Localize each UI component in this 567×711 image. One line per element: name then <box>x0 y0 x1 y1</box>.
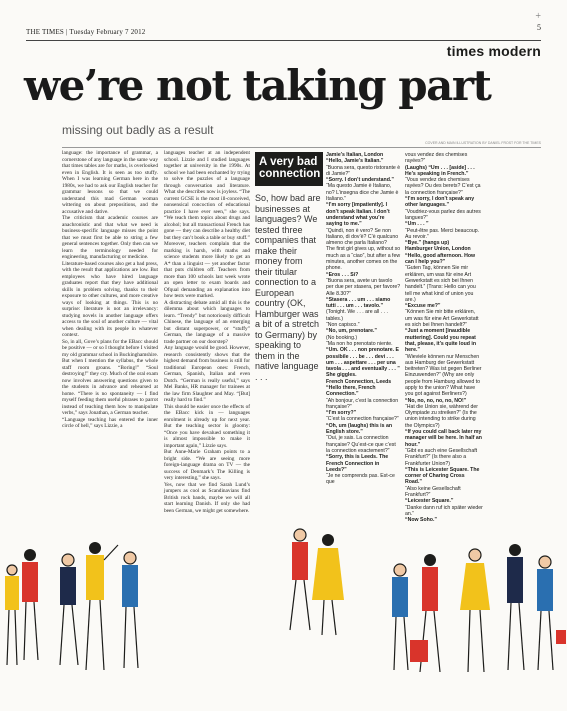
dialogue-line: “Voudriez-vous parlez des autres langues?” <box>405 208 481 221</box>
dialogue-line: “Sorry. I don’t understand.” <box>326 177 394 184</box>
dialogue-line: “Non capisco.” <box>326 322 360 329</box>
paragraph: This should be easier once the effects of the EBacc kick in — languages enrolment is already up for next year. But the teaching sector is gloomy: “Once you have devalued something it is almost impossible to make it important again,” Lizzie says. <box>164 403 250 449</box>
paragraph: Yes, now that we find Sarah Lund’s jumpers as cool as Scandinavians find British rock bands, maybe we will all start learning Danish. If only she had been German, we might get somewhere. <box>164 481 250 514</box>
dialogue-line: “Hello there, French Connection.” <box>326 384 376 398</box>
dialogue-line: “Gibt es auch eine Gesellschaft Frankfurt?” (Is there also a Frankfurter Union?) <box>405 447 478 467</box>
dialogue-line: “Wieviele können nur Menschen aus Hamburg der Gewerkstatt beitreten? Was ist gegen Berliner Einzuwenden?” (Why are only people from Hamburg allowed to apply to the union? What have you got against Berliners?) <box>405 353 482 398</box>
paragraph: languages teacher at an independent school. Lizzie and I studied languages together at university in the 1990s. At school we had been enchanted by trying to solve the puzzles of a language through conversation and literature. What she describes now is joyless. “The current GCSE is the most ill-conceived, nonsensical concoction of educational practice I have ever seen,” she says. “We teach them topics about drugs and alcohol; but all transactional French has gone — they can describe a healthy diet but they can’t book a table or buy stuff.” <box>164 150 250 241</box>
dialogue-line: “Ma questo Jamie è Italiano, no? L’insegna dice che Jamie è Italiano.” <box>326 183 399 203</box>
dialogue-line: “I’m sorry, I don’t speak any other languages.” <box>405 196 475 209</box>
dialogue-line: (Tonight. We . . . are all . . . tables.) <box>326 309 388 322</box>
paragraph: Moreover, teachers complain that the marking is harsh, with maths and science students more likely to get an A* than a linguist — yet another factor that puts children off. Teachers from more than 100 schools last week wrote an open letter to exam boards and Ofqual demanding an explanation into how tests were marked. <box>164 241 250 299</box>
paragraph: “Language teaching has entered the inner circle of hell,” says Lizzie, a <box>62 416 158 429</box>
dialogue-line: (Laughs) “Um . . . [aside] . . . He’s speaking in French.” <box>405 164 475 177</box>
dialogue-line: “Hello, Jamie’s Italian.” <box>326 158 384 165</box>
dialogue-line: “Buona sera, questo ristorante è di Jamie?” <box>326 164 401 177</box>
illustration-credit: COVER AND MAIN ILLUSTRATION BY DANIEL FROST FOR THE TIMES <box>425 141 541 145</box>
dialogue-line: “Stasera . . . um . . . siamo tutti . . . um . . . tavolo.” <box>326 296 391 310</box>
dialogue-line: “Um. OK . . . non prenotare. E possibile . . . be . . . devi . . . um . . . aspettare . . . per una tavola . . . and eventually . . . ” She giggles. <box>326 347 400 379</box>
dialogue-line: Hamburger Union, London <box>405 246 471 253</box>
paragraph: The criticism that academic courses are anachronistic and that what we need is business-specific language misses the point that we must first be able to string a few general sentences together. Only then can we learn the terminology needed for engineering, manufacturing or medicine. <box>62 215 158 260</box>
sidebar-column-1 <box>326 152 401 486</box>
dialogue-line: “This is Leicester Square. The corner of Charing Cross Road.” <box>405 466 480 486</box>
sidebar-panel <box>253 150 543 524</box>
plus-mark: + <box>535 11 541 22</box>
dialogue-line: “Eros . . . Si? <box>326 271 359 278</box>
dialogue-line: The first girl gives up, without so much as a “ciao”, but after a few minutes, another comes on the phone. <box>326 246 401 272</box>
dialogue-line: “I’m sorry [impatiently]. I don’t speak Italian. I don’t understand what you’re saying to me.” <box>326 202 390 228</box>
dialogue-line: French Connection, Leeds <box>326 378 392 385</box>
sidebar-intro: So, how bad are businesses at languages? We tested three companies that make their money from their titular connection to a European country (OK, Hamburger was a bit of a stretch to Germany) by speaking to them in the native language . . . <box>255 193 321 382</box>
dialogue-line: “If you could call back later my manager will be here. In half an hour.” <box>405 429 482 448</box>
dialogue-line: “Um . . . ” <box>405 221 429 228</box>
page-number: 5 <box>537 23 541 32</box>
dialogue-line: “Peut-être pas. Merci beaucoup. Au revoir.” <box>405 227 480 240</box>
dialogue-line: “Now Soho.” <box>405 517 437 524</box>
paragraph: A distracting debate amid all this is the dilemma about which languages to learn. “Trendy” but notoriously difficult Chinese, the language of an emerging but distant superpower, or “stuffy” German, the language of a massive trade partner on our doorstep? <box>164 299 250 345</box>
figure-group-left <box>5 542 138 670</box>
dialogue-line: “Hello, good afternoon. How can I help you?” <box>405 252 476 266</box>
section-title: times modern <box>446 43 541 59</box>
sidebar-column-2 <box>405 152 483 524</box>
dialogue-line: “Also keine Gesellschaft Frankfurt?” <box>405 485 461 499</box>
credit-rule <box>62 147 541 148</box>
dialogue-line: “Oui, je sais. La connection française? Qu’est-ce que c’est la connection exactement?” <box>326 435 396 454</box>
dialogue-line: (No booking.) <box>326 334 358 341</box>
masthead-bar <box>26 11 541 40</box>
figure-group-right <box>290 529 566 672</box>
body-column-1 <box>62 150 158 430</box>
dialogue-line: “Leicester Square.” <box>405 498 454 505</box>
illustration-left <box>0 500 190 700</box>
dialogue-line: “Just a moment [inaudible muttering]. Could you repeat that, please, it’s quite loud in here.” <box>405 328 476 354</box>
paragraph: Literature-based courses also get a bad press, with the result that applications are low. But employees who have hired language graduates report that they have additional skills in problem solving, thanks to their exposure to other cultures, and more creative ways of looking at things. This is no surprise: literature is not an irrelevancy: studying novels in another language offers access to the soul of another culture — vital when dealing with its people in whatever context. <box>62 260 158 338</box>
dialogue-line: “Können Sie mir bitte erklären, um was für eine Art Gewerkstatt es sich bei Ihnen handelt?” <box>405 309 479 329</box>
dialogue-line: “Excuse me?” <box>405 303 441 310</box>
dialogue-line: Jamie’s Italian, London <box>326 152 384 158</box>
dialogue-line: “Ah bonjour, c’est la connection française?” <box>326 397 399 410</box>
dialogue-line: “No, um, prenotare.” <box>326 328 378 335</box>
illustration-right <box>270 500 567 700</box>
paragraph: But Anne-Marie Graham points to a bright side. “We are seeing more foreign-language drama on TV — the success of Denmark’s The Killing is very interesting,” she says. <box>164 449 250 481</box>
dialogue-line: “Je ne comprends pas. Est-ce que <box>326 473 395 486</box>
dialogue-line: “Danke dann ruf ich später wieder an.” <box>405 504 483 517</box>
top-rule <box>26 40 541 41</box>
paragraph: So, in all, Gove’s plans for the EBacc should be positive — or so I thought before I visited my old grammar school in Buckinghamshire. But when I mention the syllabus, the whole staff room groans. “Boring!” “Soul destroying!” they cry. Much of the oral exam now involves answering questions given to the students in advance and rehearsed at home. “There is no spontaneity — I find myself feeding them useful phrases to parrot instead of teaching them how to manipulate verbs,” says Jonathan, a German teacher. <box>62 338 158 416</box>
sidebar-heading: A very bad connection <box>255 152 323 186</box>
paragraph: language: the importance of grammar, a cornerstone of any language in the same way that times tables are for maths, is overlooked even in English. It is seen as too stuffy. When I was learning German here in the 1980s, we had to ask our English teacher for grammar lessons so that we could understand this mad German woman wittering on about prepositions, and the accusative and dative. <box>62 150 158 215</box>
body-column-2 <box>164 150 250 514</box>
dialogue-line: “Guten Tag, können Sie mir erklären, um was für eine Art Gewerkstatt es sich bei Ihnen handelt.” (Trans: Hello can you tell me what kind of union you are.) <box>405 265 476 303</box>
dialogue-line: “C’est la connection française?” <box>326 416 399 423</box>
dialogue-line: “No, no, no, no, no, NO!” <box>405 397 467 404</box>
dialogue-line: “Vous vendez des chemises rayées? Ou des berets? C’est ça la connection française?” <box>405 177 481 196</box>
dialogue-line: “I’m sorry?” <box>326 410 357 417</box>
standfirst: missing out badly as a result <box>62 123 214 137</box>
masthead-dateline: THE TIMES | Tuesday February 7 2012 <box>26 28 146 36</box>
dialogue-line: vous vendez des chemises rayées?” <box>405 152 468 165</box>
dialogue-line: “Quindi, non è vero? Se non Italiano, di dov’è? C’è qualcuno almeno che parla Italiano? <box>326 227 399 247</box>
dialogue-line: “Ma non ho prenotato niente. <box>326 340 393 347</box>
dialogue-line: “Buona sera, avete un tavolo per due per stasera, per favore? Alle 8.30?” <box>326 277 401 297</box>
paragraph: Any language would be good. However, research consistently shows that the highest demand from business is still for traditional European ones: French, German, Spanish, Italian and even Dutch. “German is really useful,” says Mel Banks, HR manager for trainees at the law firm Slaughter and May. “[But] really hard to find.” <box>164 345 250 403</box>
dialogue-line: “Oh, um (laughs) this is an English store.” <box>326 422 393 436</box>
dialogue-line: “Hat die Union sie, während der Olympiade zu streiken?” (Is the union intending to strike during the Olympics?) <box>405 403 478 429</box>
dialogue-line: “Sorry, this is Leeds. The French Connection in Leeds?” <box>326 454 389 473</box>
headline: we’re not taking part <box>24 61 491 110</box>
dialogue-line: “Bye.” (hangs up) <box>405 240 450 247</box>
